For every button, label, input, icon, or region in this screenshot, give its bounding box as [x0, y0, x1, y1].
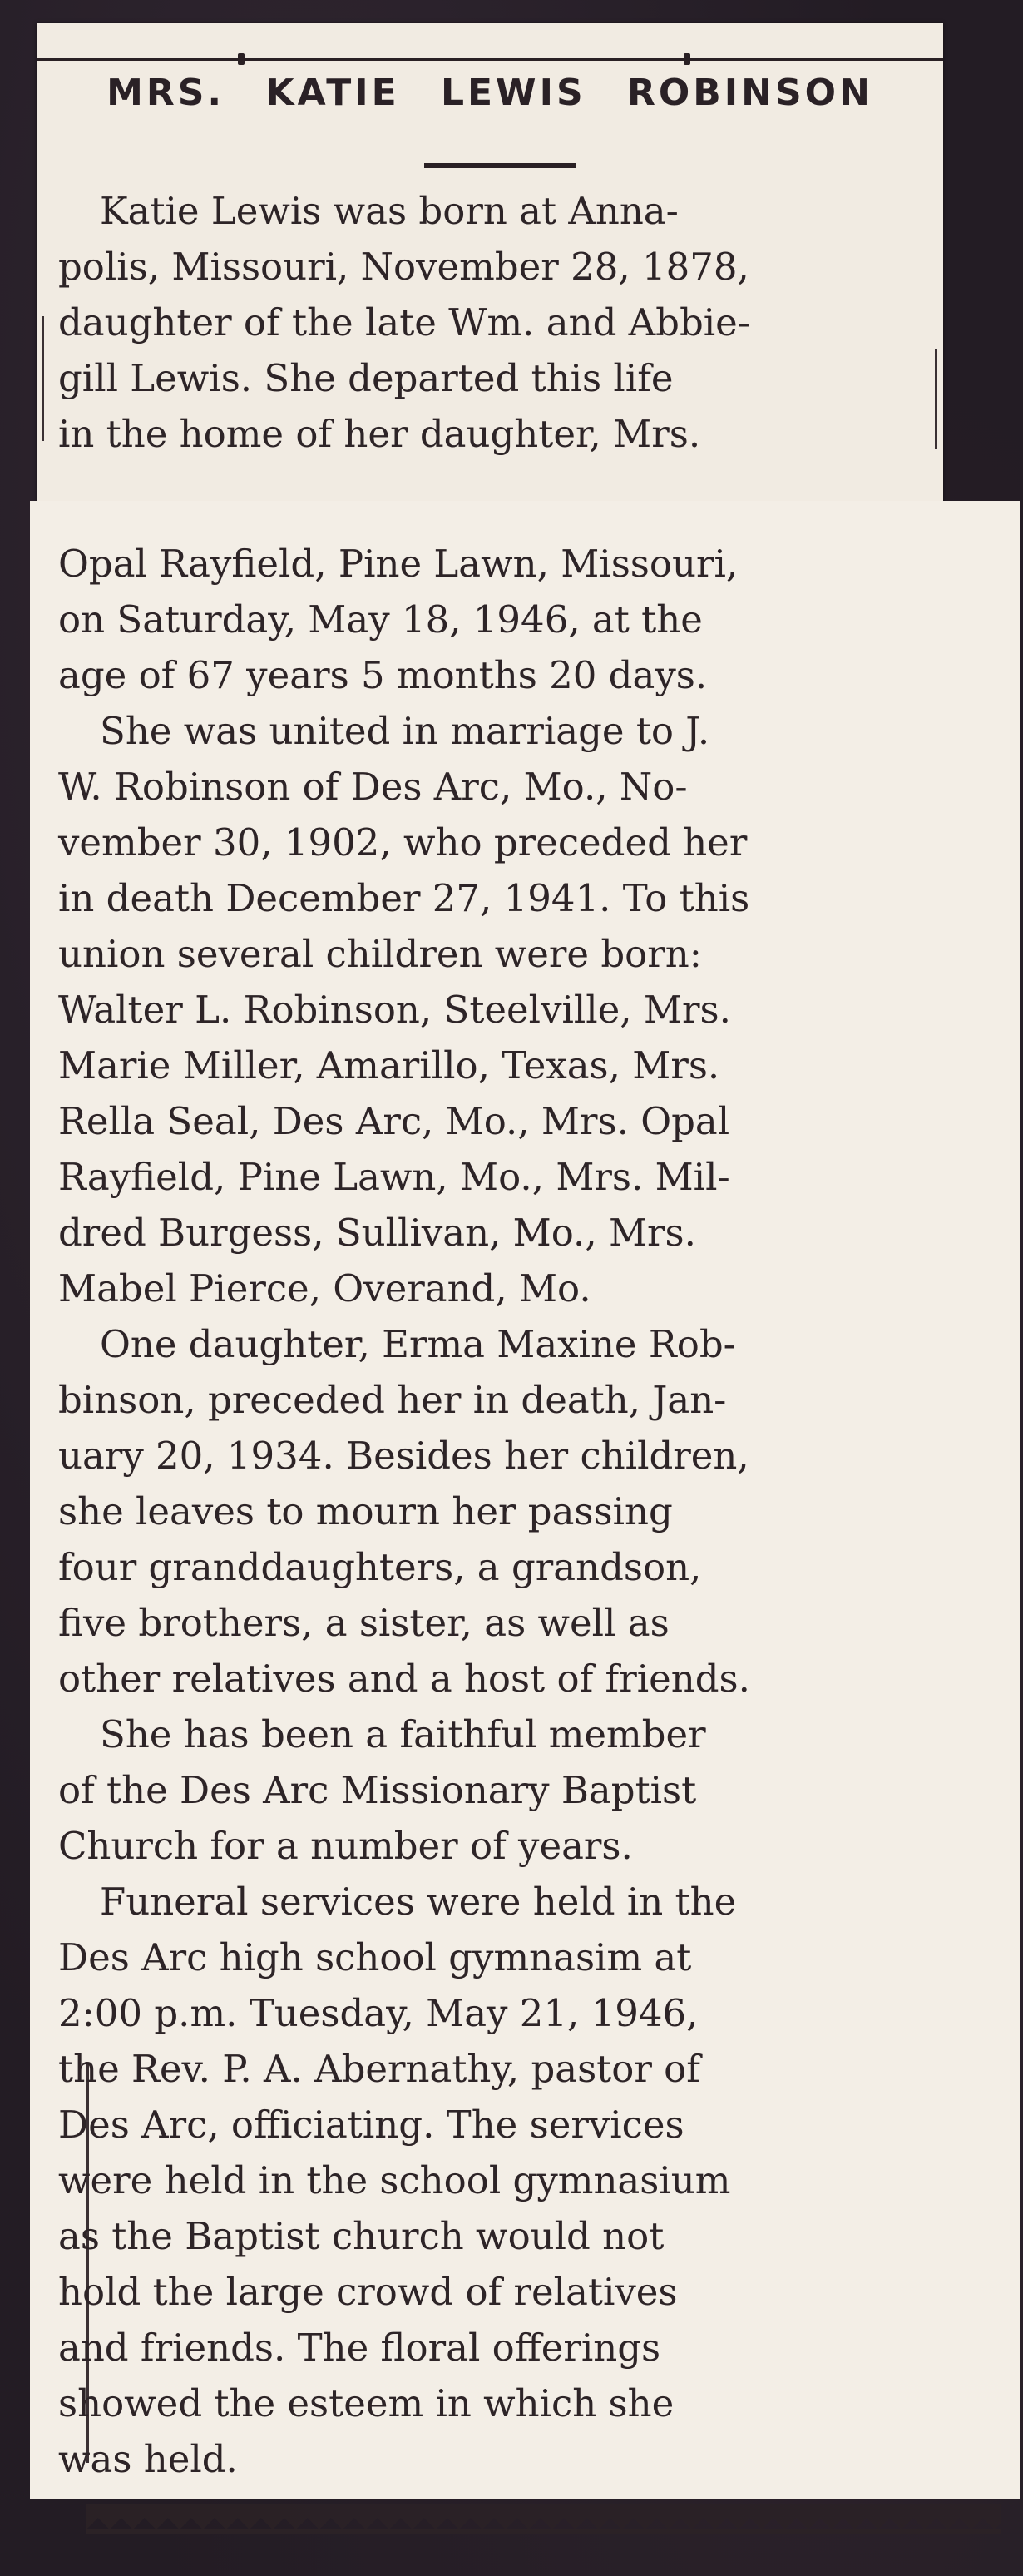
rule-ornament-right: [684, 53, 690, 65]
text-line: Mabel Pierce, Overand, Mo.: [58, 1266, 591, 1310]
text-line: Walter L. Robinson, Steelville, Mrs.: [58, 988, 731, 1032]
obituary-text-lower: [58, 536, 1006, 2487]
text-line: Church for a number of years.: [58, 1824, 633, 1868]
obituary-headline: MRS. KATIE LEWIS ROBINSON: [106, 72, 873, 114]
text-line: five brothers, a sister, as well as: [58, 1601, 670, 1645]
top-rule: [37, 58, 943, 61]
text-line: polis, Missouri, November 28, 1878,: [58, 245, 749, 289]
text-line: she leaves to mourn her passing: [58, 1489, 673, 1533]
text-line: in the home of her daughter, Mrs.: [58, 412, 701, 456]
text-line: on Saturday, May 18, 1946, at the: [58, 597, 703, 642]
text-line: She has been a faithful member: [100, 1712, 706, 1756]
text-line: Opal Rayfield, Pine Lawn, Missouri,: [58, 542, 739, 586]
text-line: hold the large crowd of relatives: [58, 2270, 678, 2314]
text-line: Rella Seal, Des Arc, Mo., Mrs. Opal: [58, 1099, 730, 1143]
text-line: dred Burgess, Sullivan, Mo., Mrs.: [58, 1211, 696, 1255]
text-line: gill Lewis. She departed this life: [58, 356, 674, 400]
text-line: age of 67 years 5 months 20 days.: [58, 653, 708, 697]
rule-ornament-left: [238, 53, 245, 65]
text-line: were held in the school gymnasium: [58, 2158, 731, 2202]
text-line: the Rev. P. A. Abernathy, pastor of: [58, 2047, 700, 2091]
headline-divider: [424, 163, 576, 168]
text-line: W. Robinson of Des Arc, Mo., No-: [58, 765, 688, 809]
bottom-rule: [86, 2529, 1001, 2534]
serrated-bottom-edge: [86, 2504, 1001, 2531]
text-line: Rayfield, Pine Lawn, Mo., Mrs. Mil-: [58, 1155, 730, 1199]
text-line: of the Des Arc Missionary Baptist: [58, 1768, 697, 1812]
text-line: was held.: [58, 2437, 238, 2481]
text-line: and friends. The floral offerings: [58, 2326, 661, 2370]
text-line: Des Arc, officiating. The services: [58, 2103, 684, 2147]
text-line: vember 30, 1902, who preceded her: [58, 820, 748, 864]
text-line: uary 20, 1934. Besides her children,: [58, 1434, 749, 1478]
obituary-text-upper: [58, 183, 932, 462]
text-line: other relatives and a host of friends.: [58, 1657, 750, 1701]
text-line: union several children were born:: [58, 932, 702, 976]
text-line: as the Baptist church would not: [58, 2214, 665, 2258]
text-line: Katie Lewis was born at Anna-: [100, 189, 679, 233]
text-line: daughter of the late Wm. and Abbie-: [58, 300, 751, 344]
text-line: binson, preceded her in death, Jan-: [58, 1378, 727, 1422]
text-line: 2:00 p.m. Tuesday, May 21, 1946,: [58, 1991, 699, 2035]
text-line: showed the esteem in which she: [58, 2381, 675, 2425]
text-line: four granddaughters, a grandson,: [58, 1545, 702, 1589]
right-column-rule-upper: [935, 349, 937, 449]
text-line: One daughter, Erma Maxine Rob-: [100, 1322, 736, 1366]
text-line: She was united in marriage to J.: [100, 709, 710, 753]
text-line: Funeral services were held in the: [100, 1880, 737, 1924]
text-line: Marie Miller, Amarillo, Texas, Mrs.: [58, 1043, 720, 1087]
text-line: Des Arc high school gymnasim at: [58, 1935, 692, 1979]
left-column-rule-upper: [42, 316, 44, 441]
text-line: in death December 27, 1941. To this: [58, 876, 750, 920]
